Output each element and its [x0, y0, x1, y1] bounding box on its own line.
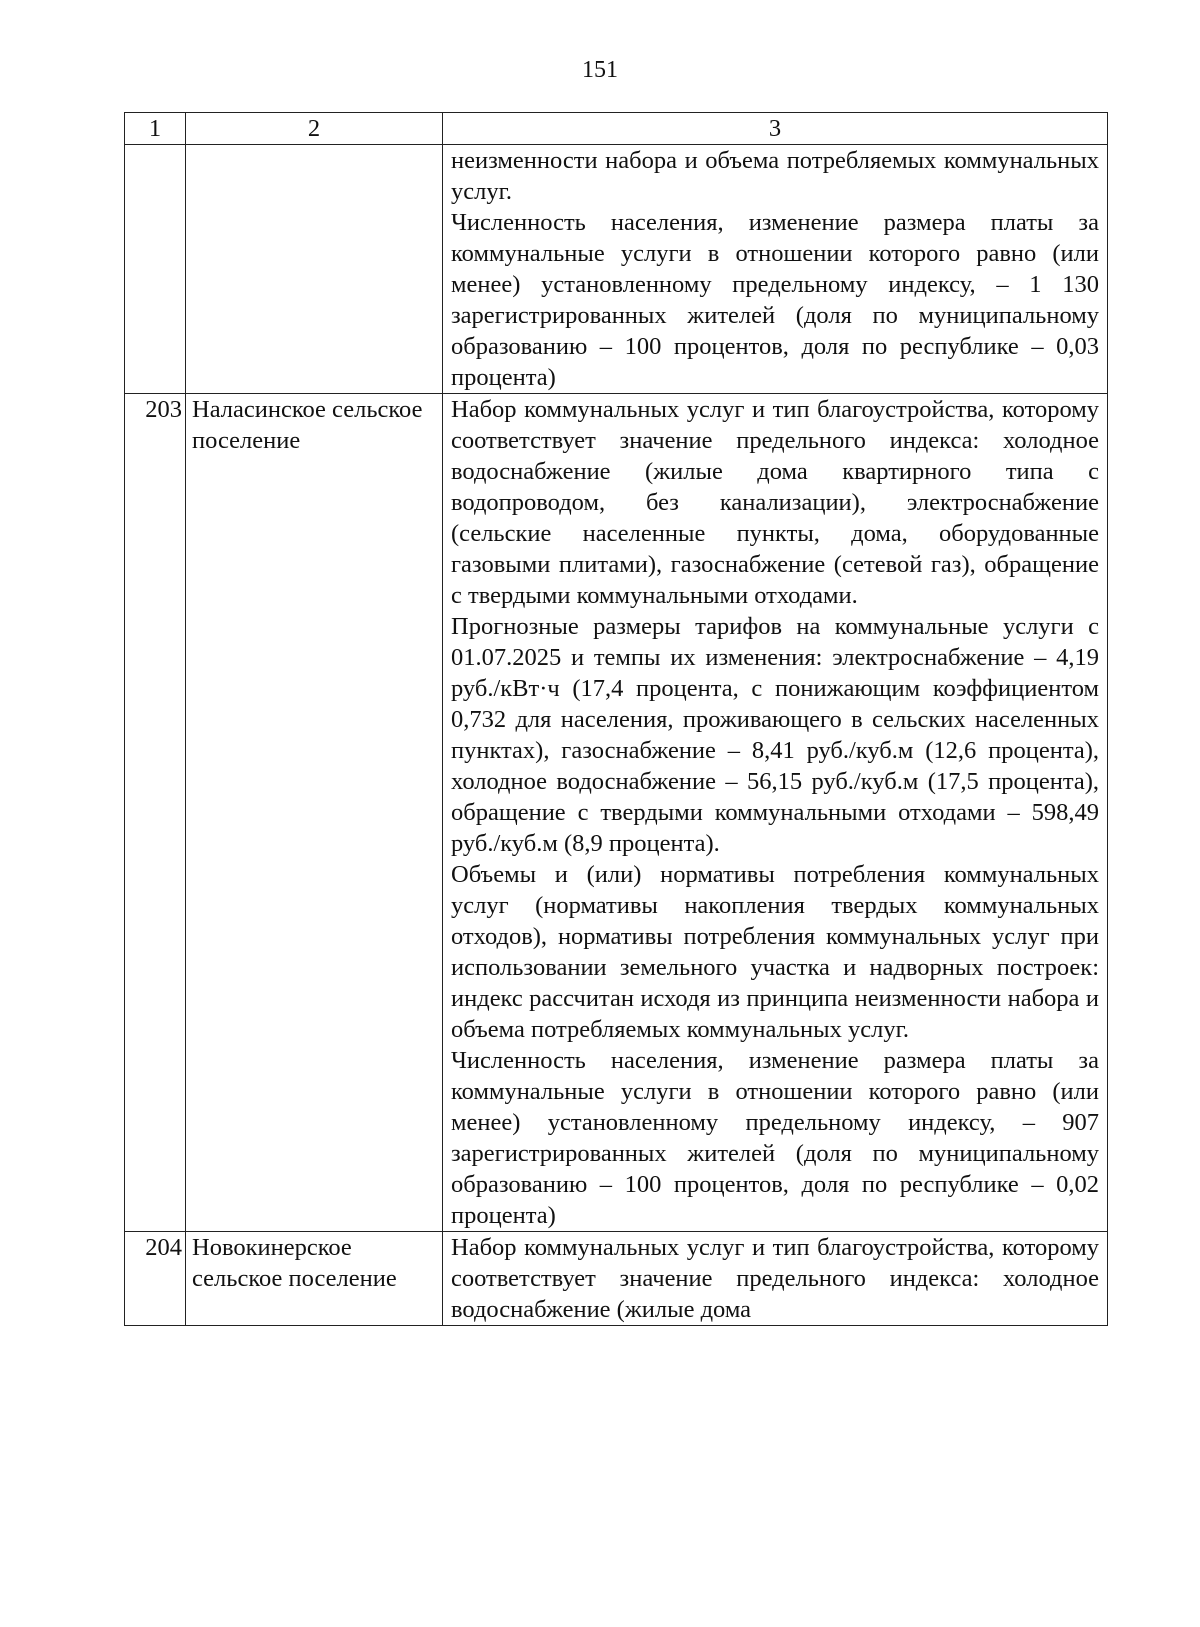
settlement-name: Новокинерское сельское поселение [186, 1232, 443, 1326]
paragraph: неизменности набора и объема потребляемых коммунальных услуг. [451, 147, 1099, 205]
row-description [443, 1232, 1108, 1326]
paragraph: Численность населения, изменение размера платы за коммунальные услуги в отношении которого равно (или менее) установленному предельному индексу, – 907 зарегистрированных жителей (доля по муниципальному образованию – 100 процентов, доля по республике – 0,02 процента) [451, 1047, 1099, 1229]
paragraph: Набор коммунальных услуг и тип благоустройства, которому соответствует значение предельного индекса: холодное водоснабжение (жилые дома [451, 1234, 1099, 1323]
settlement-name: Наласинское сельское поселение [186, 394, 443, 1232]
paragraph: Численность населения, изменение размера платы за коммунальные услуги в отношении которого равно (или менее) установленному предельному индексу, – 1 130 зарегистрированных жителей (доля по муниципальному образованию – 100 процентов, доля по республике – 0,03 процента) [451, 209, 1099, 391]
table-header-row [125, 113, 1108, 145]
table-row [125, 394, 1108, 1232]
row-description [443, 145, 1108, 394]
tariff-table [124, 112, 1108, 1326]
row-description [443, 394, 1108, 1232]
column-header-3: 3 [443, 113, 1108, 145]
paragraph: Прогнозные размеры тарифов на коммунальные услуги с 01.07.2025 и темпы их изменения: электроснабжение – 4,19 руб./кВт·ч (17,4 процента, с понижающим коэффициентом 0,732 для населения, проживающего в сельских населенных пунктах), газоснабжение – 8,41 руб./куб.м (12,6 процента), холодное водоснабжение – 56,15 руб./куб.м (17,5 процента), обращение с твердыми коммунальными отходами – 598,49 руб./куб.м (8,9 процента). [451, 613, 1099, 857]
settlement-name [186, 145, 443, 394]
table-row [125, 1232, 1108, 1326]
row-number: 203 [125, 394, 186, 1232]
column-header-2: 2 [186, 113, 443, 145]
table-row [125, 145, 1108, 394]
paragraph: Набор коммунальных услуг и тип благоустройства, которому соответствует значение предельного индекса: холодное водоснабжение (жилые дома квартирного типа с водопроводом, без канализации), электроснабжение (сельские населенные пункты, дома, оборудованные газовыми плитами), газоснабжение (сетевой газ), обращение с твердыми коммунальными отходами. [451, 396, 1099, 609]
page-number: 151 [582, 57, 618, 83]
row-number [125, 145, 186, 394]
row-number: 204 [125, 1232, 186, 1326]
paragraph: Объемы и (или) нормативы потребления коммунальных услуг (нормативы накопления твердых коммунальных отходов), нормативы потребления коммунальных услуг при использовании земельного участка и надворных построек: индекс рассчитан исходя из принципа неизменности набора и объема потребляемых коммунальных услуг. [451, 861, 1099, 1043]
column-header-1: 1 [125, 113, 186, 145]
